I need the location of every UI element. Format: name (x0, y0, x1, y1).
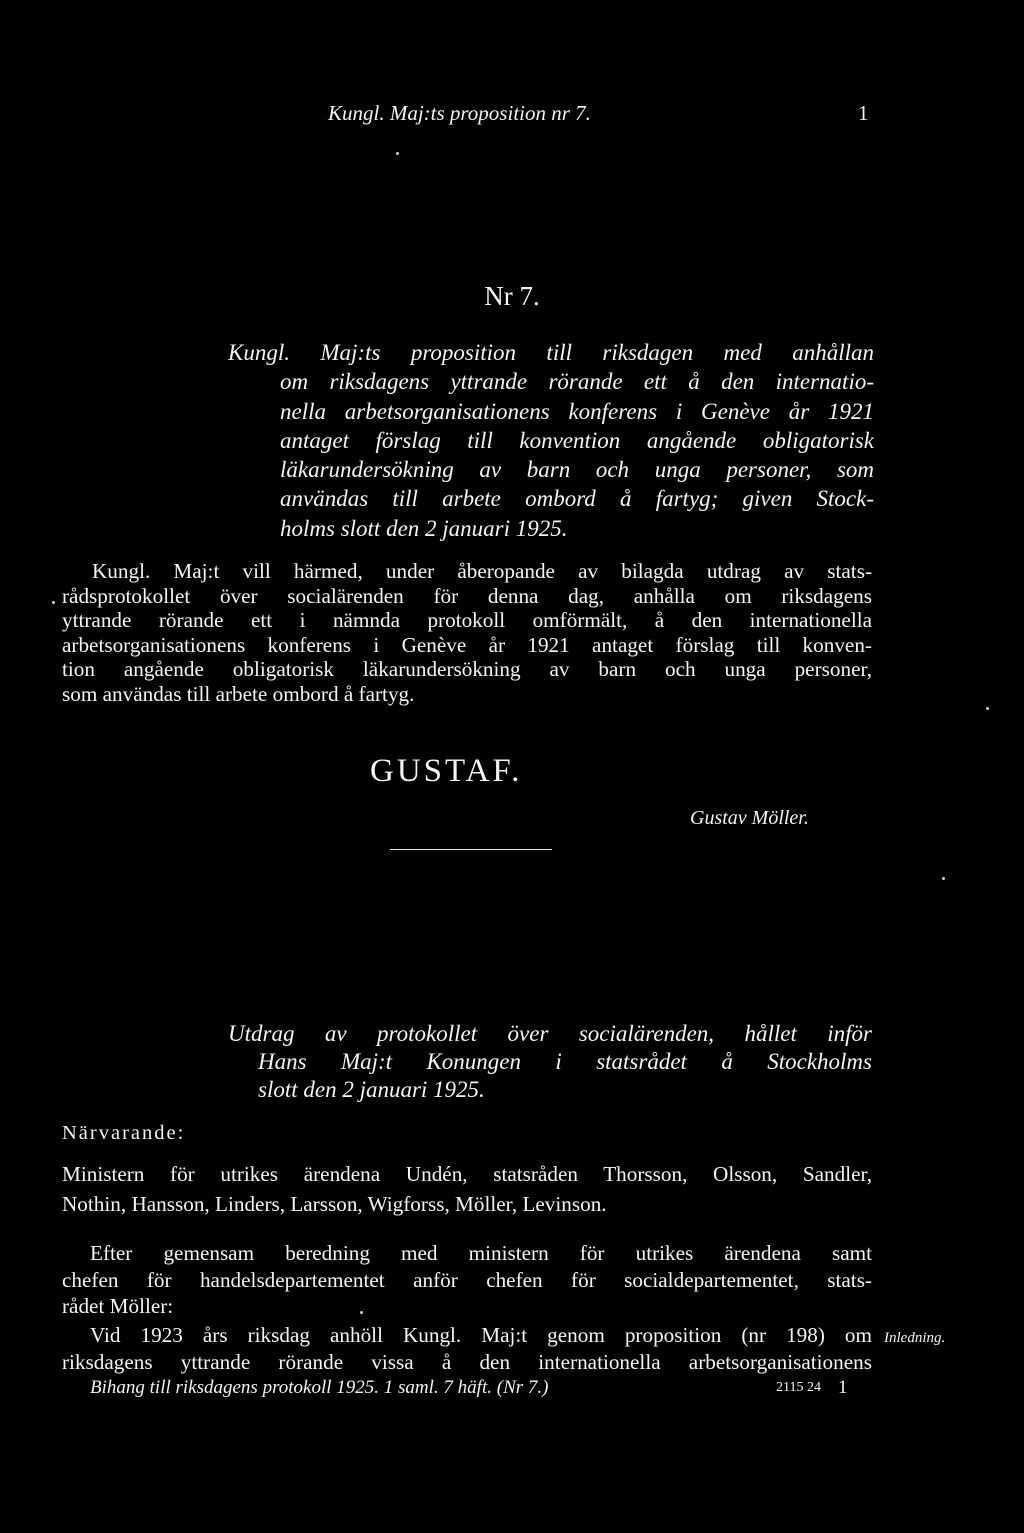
paragraph-line: som användas till arbete ombord å fartyg. (62, 681, 415, 706)
title-line: om riksdagens yttrande rörande ett å den internatio- (280, 369, 874, 395)
scan-speck (986, 707, 989, 710)
present-label: Närvarande: (62, 1122, 186, 1144)
paragraph-line: riksdagens yttrande rörande vissa å den internationella arbetsorganisationens (62, 1349, 872, 1374)
ministers-line: Nothin, Hansson, Linders, Larsson, Wigforss, Möller, Levinson. (62, 1192, 607, 1216)
page-number: 1 (858, 101, 869, 125)
title-line: nella arbetsorganisationens konferens i Genève år 1921 (280, 398, 874, 424)
running-header-title: Kungl. Maj:ts proposition nr 7. (328, 101, 591, 125)
title-line: antaget förslag till konvention angående obligatorisk (280, 427, 874, 453)
preparation-paragraph (62, 1240, 872, 1320)
footer-sheet-number: 1 (838, 1377, 848, 1398)
document-number: Nr 7. (484, 281, 540, 311)
footer-print-code: 2115 24 (776, 1380, 821, 1395)
paragraph-line: tion angående obligatorisk läkarundersökning av barn och unga personer, (62, 657, 872, 682)
scan-speck (942, 877, 945, 880)
title-line: användas till arbete ombord å fartyg; given Stock- (280, 486, 874, 512)
title-line: holms slott den 2 januari 1925. (280, 515, 568, 541)
paragraph-line: rådet Möller: (62, 1294, 174, 1318)
royal-request-paragraph (62, 559, 872, 707)
paragraph-line: yttrande rörande ett i nämnda protokoll omförmält, å den internationella (62, 608, 872, 633)
scan-speck (396, 152, 399, 155)
paragraph-line: Vid 1923 års riksdag anhöll Kungl. Maj:t genom proposition (nr 198) om (90, 1323, 872, 1347)
scan-speck (360, 1311, 363, 1314)
proposition-title (228, 338, 874, 543)
page-footer (90, 1377, 850, 1399)
protocol-extract-heading (228, 1020, 872, 1103)
footer-text: Bihang till riksdagens protokoll 1925. 1 saml. 7 häft. (Nr 7.) (90, 1377, 549, 1398)
margin-note: Inledning. (884, 1330, 946, 1346)
ministers-list (62, 1159, 872, 1219)
royal-signature: GUSTAF. (370, 753, 523, 789)
title-line: läkarundersökning av barn och unga personer, som (280, 457, 874, 483)
extract-line: Hans Maj:t Konungen i statsrådet å Stockholms (258, 1048, 872, 1074)
ministers-line: Ministern för utrikes ärendena Undén, statsråden Thorsson, Olsson, Sandler, (62, 1162, 872, 1186)
introduction-paragraph (62, 1322, 872, 1375)
paragraph-line: Efter gemensam beredning med ministern för utrikes ärendena samt (90, 1241, 872, 1265)
paragraph-line: chefen för handelsdepartementet anför chefen för socialdepartementet, stats- (62, 1267, 872, 1292)
section-divider (390, 849, 552, 850)
extract-line: slott den 2 januari 1925. (258, 1076, 485, 1102)
scan-speck (52, 601, 55, 604)
extract-line: Utdrag av protokollet över socialärenden, hållet inför (228, 1021, 872, 1046)
paragraph-line: arbetsorganisationens konferens i Genève år 1921 antaget förslag till konven- (62, 632, 872, 657)
countersignature: Gustav Möller. (690, 807, 809, 829)
title-line: Kungl. Maj:ts proposition till riksdagen med anhållan (228, 340, 874, 365)
paragraph-line: rådsprotokollet över socialärenden för denna dag, anhålla om riksdagens (62, 583, 872, 608)
paragraph-line: Kungl. Maj:t vill härmed, under åberopande av bilagda utdrag av stats- (92, 559, 872, 583)
